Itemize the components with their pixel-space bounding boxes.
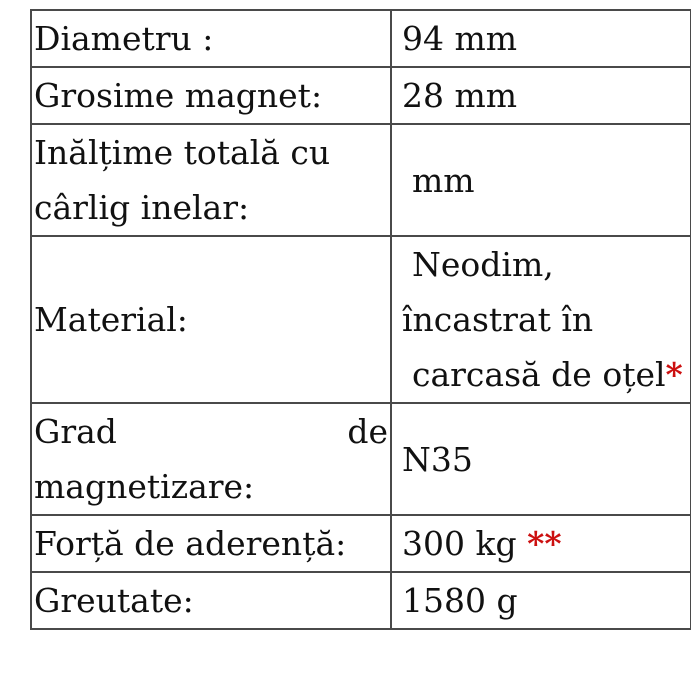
material-label: Material: — [31, 236, 391, 403]
total-height-value — [391, 124, 691, 236]
table-row-total-height — [31, 124, 691, 236]
magnetization-label-line-2: magnetizare: — [34, 467, 255, 506]
weight-label: Greutate: — [31, 572, 391, 629]
table-row-material — [31, 236, 691, 403]
diameter-value: 94 mm — [391, 10, 691, 67]
total-height-label-line-1: Inălțime totală cu — [34, 133, 331, 172]
table-row-weight — [31, 572, 691, 629]
table-row-thickness — [31, 67, 691, 124]
material-footnote-marker: * — [665, 355, 683, 394]
table-row-diameter — [31, 10, 691, 67]
thickness-label: Grosime magnet: — [31, 67, 391, 124]
material-value-line-3 — [402, 347, 690, 402]
adhesion-label: Forță de aderență: — [31, 515, 391, 572]
specs-table — [30, 9, 691, 630]
total-height-label-line-2: cârlig inelar: — [34, 188, 250, 227]
magnetization-label-word-2: de — [347, 412, 388, 451]
material-value-line-3-text: carcasă de oțel — [412, 355, 666, 394]
table-row-magnetization — [31, 403, 691, 515]
thickness-value: 28 mm — [391, 67, 691, 124]
table-row-adhesion — [31, 515, 691, 572]
weight-value: 1580 g — [391, 572, 691, 629]
adhesion-footnote-marker: ** — [527, 524, 562, 563]
adhesion-value-text: 300 kg — [402, 524, 517, 563]
material-value-line-2: încastrat în — [402, 300, 594, 339]
total-height-label — [31, 124, 391, 236]
magnetization-label-line-1 — [34, 404, 390, 459]
material-value-line-1: Neodim, — [412, 245, 554, 284]
magnetization-label-word-1: Grad — [34, 412, 117, 451]
diameter-label: Diametru : — [31, 10, 391, 67]
adhesion-value — [391, 515, 691, 572]
magnetization-label — [31, 403, 391, 515]
total-height-value-text: mm — [412, 160, 475, 200]
magnetization-value: N35 — [391, 403, 691, 515]
material-value — [391, 236, 691, 403]
